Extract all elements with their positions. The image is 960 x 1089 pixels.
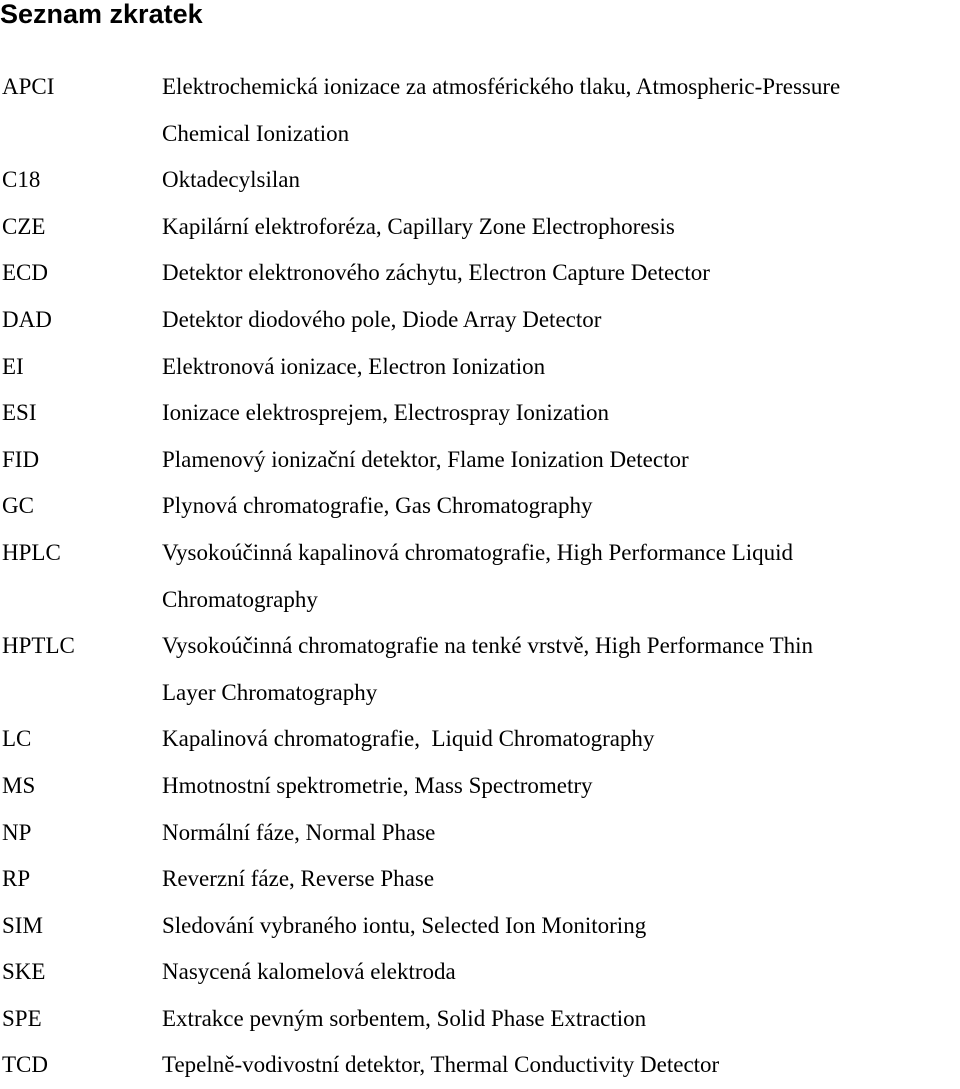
abbreviation-definition <box>162 157 960 204</box>
page-title: Seznam zkratek <box>0 0 203 29</box>
definition-line: Sledování vybraného iontu, Selected Ion Monitoring <box>162 912 647 938</box>
abbreviation-term: NP <box>2 819 32 845</box>
definition-line: Vysokoúčinná kapalinová chromatografie, High Performance Liquid <box>162 539 794 565</box>
abbreviation-row <box>0 483 960 530</box>
abbreviation-term: FID <box>2 446 40 472</box>
abbreviation-term: CZE <box>2 213 46 239</box>
abbreviation-row <box>0 64 960 157</box>
definition-line: Reverzní fáze, Reverse Phase <box>162 866 435 892</box>
abbreviation-list <box>0 64 960 1089</box>
abbreviation-definition <box>162 250 960 297</box>
abbreviation-row <box>0 763 960 810</box>
abbreviation-row <box>0 903 960 950</box>
abbreviation-definition <box>162 716 960 763</box>
abbreviation-definition <box>162 623 960 716</box>
abbreviation-row <box>0 344 960 391</box>
abbreviation-term: MS <box>2 772 36 798</box>
abbreviation-definition <box>162 856 960 903</box>
definition-line: Plamenový ionizační detektor, Flame Ionization Detector <box>162 446 689 472</box>
definition-line: Detektor diodového pole, Diode Array Detector <box>162 306 602 332</box>
definition-line: Ionizace elektrosprejem, Electrospray Ionization <box>162 400 610 426</box>
definition-line: Plynová chromatografie, Gas Chromatography <box>162 493 593 519</box>
abbreviation-row <box>0 949 960 996</box>
abbreviation-term: LC <box>2 726 32 752</box>
abbreviation-term: TCD <box>2 1052 48 1078</box>
abbreviation-row <box>0 1042 960 1089</box>
abbreviation-definition <box>162 763 960 810</box>
definition-line: Vysokoúčinná chromatografie na tenké vrstvě, High Performance Thin <box>162 633 814 659</box>
abbreviation-term: HPLC <box>2 539 61 565</box>
abbreviation-row <box>0 157 960 204</box>
abbreviation-definition <box>162 1042 960 1089</box>
abbreviation-definition <box>162 949 960 996</box>
definition-line: Chromatography <box>162 586 318 612</box>
abbreviation-row <box>0 437 960 484</box>
abbreviation-term: C18 <box>2 167 41 193</box>
definition-line: Hmotnostní spektrometrie, Mass Spectrometry <box>162 772 593 798</box>
abbreviation-row <box>0 623 960 716</box>
abbreviation-term: HPTLC <box>2 633 75 659</box>
definition-line: Extrakce pevným sorbentem, Solid Phase Extraction <box>162 1005 647 1031</box>
abbreviation-row <box>0 390 960 437</box>
definition-line: Normální fáze, Normal Phase <box>162 819 436 845</box>
abbreviation-row <box>0 856 960 903</box>
abbreviation-term: SIM <box>2 912 43 938</box>
abbreviation-row <box>0 996 960 1043</box>
abbreviation-definition <box>162 64 960 157</box>
abbreviation-term: DAD <box>2 306 52 332</box>
abbreviation-definition <box>162 996 960 1043</box>
abbreviation-term: SPE <box>2 1005 42 1031</box>
definition-line: Oktadecylsilan <box>162 167 300 193</box>
abbreviation-row <box>0 297 960 344</box>
abbreviation-definition <box>162 390 960 437</box>
definition-line: Kapilární elektroforéza, Capillary Zone Electrophoresis <box>162 213 675 239</box>
abbreviation-definition <box>162 204 960 251</box>
abbreviation-definition <box>162 297 960 344</box>
abbreviation-term: RP <box>2 866 31 892</box>
definition-line: Nasycená kalomelová elektroda <box>162 959 456 985</box>
abbreviation-definition <box>162 483 960 530</box>
abbreviation-term: EI <box>2 353 24 379</box>
definition-line: Elektronová ionizace, Electron Ionization <box>162 353 546 379</box>
abbreviation-term: ESI <box>2 400 37 426</box>
abbreviation-definition <box>162 344 960 391</box>
abbreviation-term: GC <box>2 493 34 519</box>
definition-line: Detektor elektronového záchytu, Electron Capture Detector <box>162 260 710 286</box>
abbreviation-row <box>0 530 960 623</box>
abbreviation-term: ECD <box>2 260 48 286</box>
abbreviation-row <box>0 250 960 297</box>
definition-line: Elektrochemická ionizace za atmosférického tlaku, Atmospheric-Pressure <box>162 74 841 99</box>
abbreviation-row <box>0 810 960 857</box>
abbreviation-row <box>0 716 960 763</box>
abbreviation-row <box>0 204 960 251</box>
definition-line: Chemical Ionization <box>162 120 350 146</box>
definition-line: Kapalinová chromatografie, Liquid Chromatography <box>162 726 655 752</box>
abbreviation-definition <box>162 437 960 484</box>
abbreviation-term: APCI <box>2 74 55 99</box>
definition-line: Layer Chromatography <box>162 679 378 705</box>
abbreviation-definition <box>162 903 960 950</box>
abbreviation-term: SKE <box>2 959 46 985</box>
definition-line: Tepelně-vodivostní detektor, Thermal Conductivity Detector <box>162 1052 720 1078</box>
abbreviation-definition <box>162 530 960 623</box>
abbreviation-definition <box>162 810 960 857</box>
